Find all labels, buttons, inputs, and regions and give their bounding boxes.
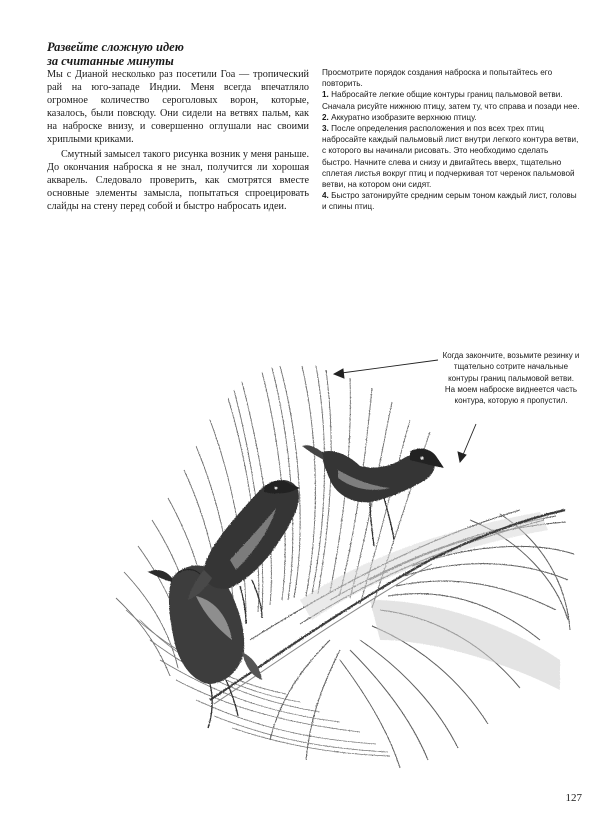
crow-upper bbox=[302, 445, 444, 546]
instructions-intro: Просмотрите порядок создания наброска и попытайтесь его повторить. bbox=[322, 68, 553, 89]
step-1-text: Набросайте легкие общие контуры границ пальмовой ветви. Сначала рисуйте нижнюю птицу, затем ту, что справа и позади нее. bbox=[322, 90, 580, 111]
step-2-number: 2. bbox=[322, 112, 329, 122]
sketch-annotation: Когда закончите, возьмите резинку и тщательно сотрите начальные контуры границ пальмовой ветви. На моем наброске виднеется часть контура, которую я пропустил. bbox=[442, 351, 580, 406]
heading-line-2: за считанные минуты bbox=[47, 54, 174, 68]
palm-fronds-lower bbox=[126, 610, 390, 756]
step-2 bbox=[322, 112, 580, 123]
step-4-text: Быстро затонируйте средним серым тоном каждый лист, головы и спины птиц. bbox=[322, 191, 577, 212]
body-paragraph-1: Мы с Дианой несколько раз посетили Гоа — тропический рай на юго-западе Индии. Меня всегда впечатляло огромное количество сероголовых ворон, которые, казалось, были повсюду. Они сидели на ветвях пальм, как на наброске внизу, и совершенно оглушали нас своими хриплыми криками. bbox=[47, 69, 309, 145]
heading-line-1: Развейте сложную идею bbox=[47, 40, 184, 54]
step-3 bbox=[322, 123, 580, 190]
step-3-text: После определения расположения и поз всех трех птиц набросайте каждый пальмовый лист внутри легкого контура ветви, с которого вы начинали рисовать. Это необходимо сделать быстро. Начните слева и снизу и двигайтесь вверх, тщательно сплетая листья вокруг птиц и подчеркивая тот черенок пальмовой ветви, на котором они сидят. bbox=[322, 124, 579, 190]
palm-stem bbox=[210, 510, 565, 700]
crow-middle bbox=[188, 480, 300, 624]
section-heading bbox=[47, 40, 309, 68]
step-3-number: 3. bbox=[322, 124, 329, 134]
palm-fronds-front bbox=[250, 510, 574, 768]
page-number: 127 bbox=[565, 792, 582, 804]
left-column bbox=[47, 40, 309, 213]
step-4-number: 4. bbox=[322, 191, 329, 201]
frond-shading bbox=[370, 600, 560, 690]
frond-shading-2 bbox=[300, 512, 548, 620]
palm-fronds-back bbox=[116, 366, 430, 676]
step-1-number: 1. bbox=[322, 90, 329, 100]
step-4 bbox=[322, 190, 580, 212]
step-1 bbox=[322, 89, 580, 111]
step-2-text: Аккуратно изобразите верхнюю птицу. bbox=[331, 112, 477, 122]
crow-lower bbox=[148, 565, 262, 728]
body-paragraph-2: Смутный замысел такого рисунка возник у меня раньше. До окончания наброска я не знал, получится ли хорошая акварель. Следовало проверить, как смотрятся вместе основные элементы замысла, попытаться спроецировать слайды на стену перед собой и быстро набросать идеи. bbox=[47, 149, 309, 212]
right-column-instructions bbox=[322, 67, 580, 213]
